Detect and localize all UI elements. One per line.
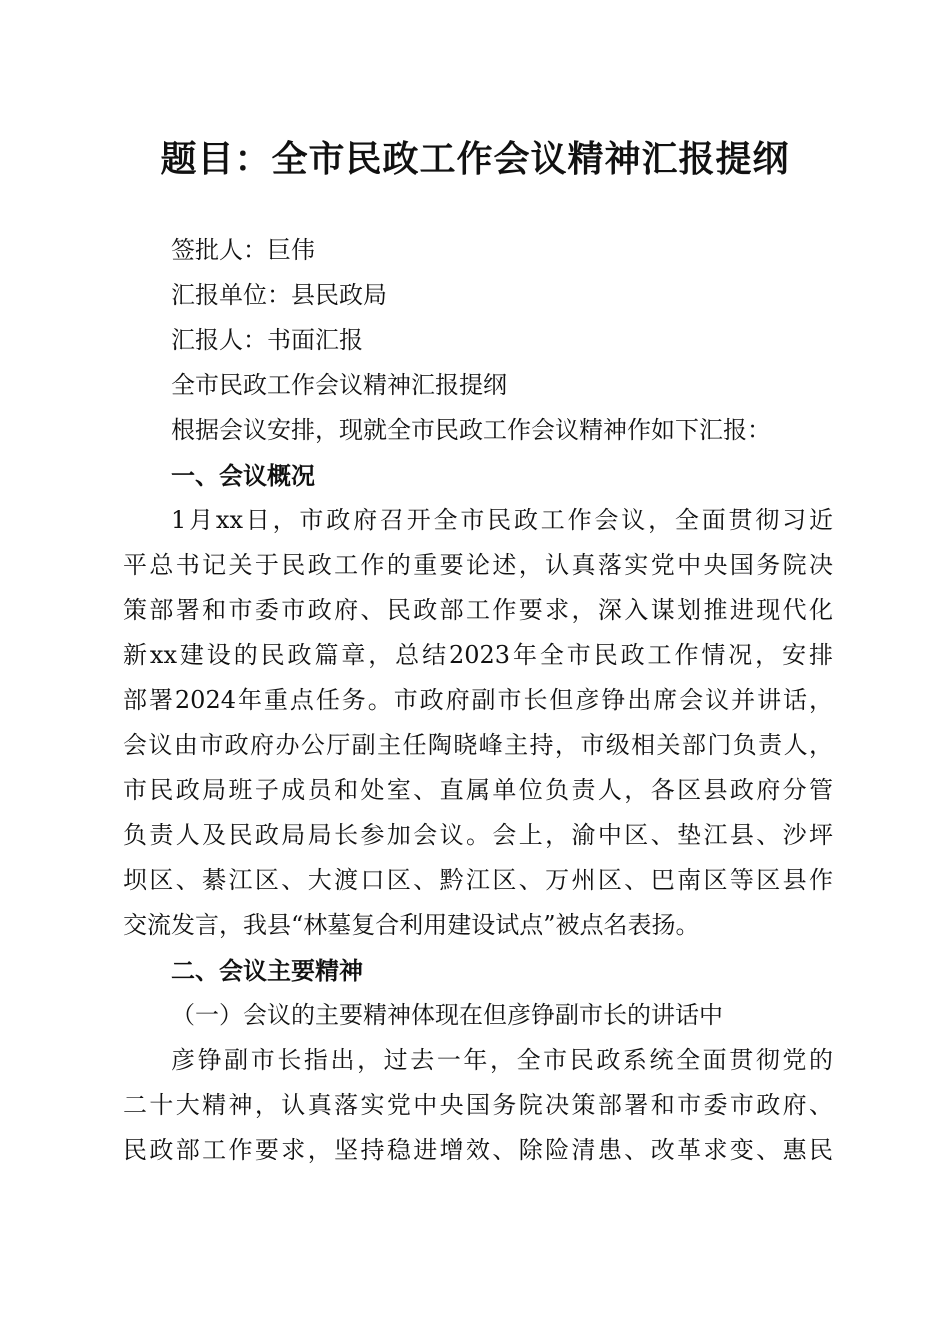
paragraph-line: 平总书记关于民政工作的重要论述，认真落实党中央国务院决 — [123, 551, 833, 579]
paragraph-line: 负责人及民政局局长参加会议。会上，渝中区、垫江县、沙坪 — [123, 821, 833, 849]
document-title: 题目：全市民政工作会议精神汇报提纲 — [160, 138, 790, 180]
subsection-heading: （一）会议的主要精神体现在但彦铮副市长的讲话中 — [171, 1001, 723, 1029]
paragraph-line: 策部署和市委市政府、民政部工作要求，深入谋划推进现代化 — [123, 596, 833, 624]
paragraph-line: 民政部工作要求，坚持稳进增效、除险清患、改革求变、惠民 — [123, 1136, 833, 1164]
paragraph-line: 1月xx日，市政府召开全市民政工作会议，全面贯彻习近 — [171, 506, 833, 534]
meta-line-signer: 签批人：巨伟 — [171, 236, 315, 264]
paragraph-line: 二十大精神，认真落实党中央国务院决策部署和市委市政府、 — [123, 1091, 833, 1119]
paragraph-line: 会议由市政府办公厅副主任陶晓峰主持，市级相关部门负责人， — [123, 731, 833, 759]
paragraph-line: 彦铮副市长指出，过去一年，全市民政系统全面贯彻党的 — [171, 1046, 833, 1074]
meta-line-subtitle: 全市民政工作会议精神汇报提纲 — [171, 371, 507, 399]
meta-line-reporter: 汇报人：书面汇报 — [171, 326, 363, 354]
section-heading-main-spirit: 二、会议主要精神 — [171, 956, 363, 985]
paragraph-line: 市民政局班子成员和处室、直属单位负责人，各区县政府分管 — [123, 776, 833, 804]
paragraph-line: 新xx建设的民政篇章，总结2023年全市民政工作情况，安排 — [123, 641, 833, 669]
paragraph-line: 交流发言，我县“林墓复合利用建设试点”被点名表扬。 — [123, 911, 700, 939]
document-body — [123, 228, 833, 1173]
section-heading-overview: 一、会议概况 — [171, 461, 315, 490]
paragraph-line: 部署2024年重点任务。市政府副市长但彦铮出席会议并讲话， — [123, 686, 833, 714]
meta-line-intro: 根据会议安排，现就全市民政工作会议精神作如下汇报： — [171, 416, 771, 444]
meta-line-unit: 汇报单位：县民政局 — [171, 281, 387, 309]
paragraph-line: 坝区、綦江区、大渡口区、黔江区、万州区、巴南区等区县作 — [123, 866, 833, 894]
